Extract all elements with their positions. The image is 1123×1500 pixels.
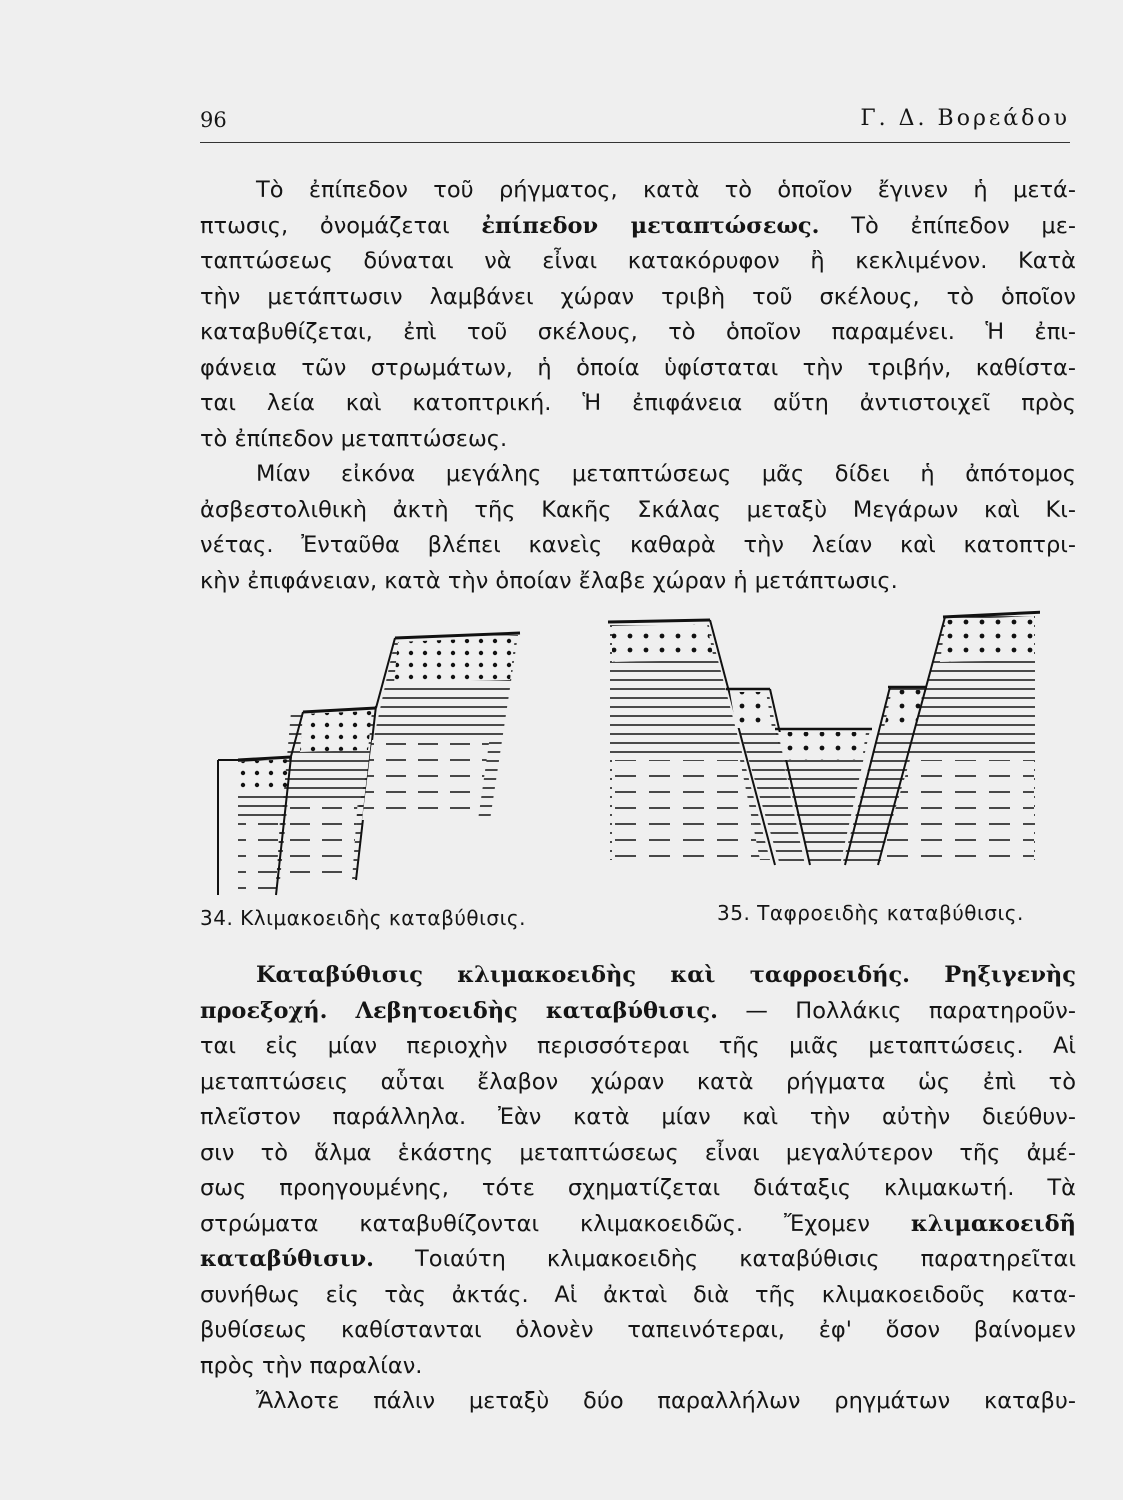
text-run: στρώματα καταβυθίζονται κλιμακοειδῶς. Ἔχομεν [200,1210,911,1237]
text-run: Μίαν εἰκόνα μεγάλης μεταπτώσεως μᾶς δίδει ἡ ἀπότομος [256,461,1076,487]
text-run: βυθίσεως καθίστανται ὁλονὲν ταπεινότεραι, ἐφ' ὅσον βαίνομεν [200,1317,1076,1343]
text-line [200,528,1076,564]
text-run: τὴν μετάπτωσιν λαμβάνει χώραν τριβὴ τοῦ σκέλους, τὸ ὁποῖον [200,283,1076,310]
text-run: φάνεια τῶν στρωμάτων, ἡ ὁποία ὑφίσταται τὴν τριβήν, καθίστα- [200,354,1076,381]
text-run: νέτας. Ἐνταῦθα βλέπει κανεὶς καθαρὰ τὴν λείαν καὶ κατοπτρι- [200,532,1076,558]
text-line [200,1207,1076,1243]
text-run: πρὸς τὴν παραλίαν. [200,1352,423,1379]
bold-term: κλιμακοειδῆ [910,1210,1076,1237]
text-line [200,422,1076,458]
page-header [200,102,1070,143]
text-line [200,1313,1076,1349]
text-run: Τοιαύτη κλιμακοειδὴς καταβύθισις παρατηρεῖται [374,1246,1076,1272]
paragraph-kaki-skala [200,457,1076,599]
text-line [200,457,1076,493]
text-line [200,958,1076,994]
bold-term: ἐπίπεδον μεταπτώσεως. [481,212,820,239]
text-run: ταπτώσεως δύναται νὰ εἶναι κατακόρυφον ἢ κεκλιμένον. Κατὰ [200,248,1076,274]
text-run: καταβυθίζεται, ἐπὶ τοῦ σκέλους, τὸ ὁποῖον παραμένει. Ἡ ἐπι- [200,319,1076,345]
text-run: πλεῖστον παράλληλα. Ἐὰν κατὰ μίαν καὶ τὴν αὐτὴν διεύθυν- [200,1104,1076,1130]
text-run: Ἄλλοτε πάλιν μεταξὺ δύο παραλλήλων ρηγμάτων καταβυ- [256,1388,1076,1414]
bold-term: Καταβύθισις κλιμακοειδὴς καὶ ταφροειδής. Ρηξιγενὴς [256,962,1076,988]
bold-term: προεξοχή. Λεβητοειδὴς καταβύθισις. [200,997,718,1024]
text-line [200,1171,1076,1207]
paragraph-step-and-graben [200,958,1076,1384]
text-line [200,1384,1076,1420]
text-run: ται λεία καὶ κατοπτρική. Ἡ ἐπιφάνεια αὕτη ἀντιστοιχεῖ πρὸς [200,390,1076,416]
text-run: σως προηγουμένης, τότε σχηματίζεται διάταξις κλιμακωτή. Τὰ [200,1175,1076,1201]
text-line [200,1242,1076,1278]
figure-step-faults [200,625,540,905]
text-run: μεταπτώσεις αὗται ἔλαβον χώραν κατὰ ρήγματα ὡς ἐπὶ τὸ [200,1068,1076,1095]
text-line [200,1100,1076,1136]
text-line [200,209,1076,245]
text-line [200,1029,1076,1065]
text-run: Τὸ ἐπίπεδον με- [819,212,1077,239]
text-run: ἀσβεστολιθικὴ ἀκτὴ τῆς Κακῆς Σκάλας μεταξὺ Μεγάρων καὶ Κι- [200,496,1076,523]
text-run: συνήθως εἰς τὰς ἀκτάς. Αἱ ἀκταὶ διὰ τῆς κλιμακοειδοῦς κατα- [200,1281,1076,1308]
running-head: Γ. Δ. Βορεάδου [860,106,1070,131]
text-line [200,1349,1076,1385]
text-line [200,564,1076,600]
text-run: σιν τὸ ἅλμα ἑκάστης μεταπτώσεως εἶναι μεγαλύτερον τῆς ἀμέ- [200,1139,1076,1166]
text-line [200,1065,1076,1101]
page-number: 96 [200,108,227,132]
text-run: κὴν ἐπιφάνειαν, κατὰ τὴν ὁποίαν ἔλαβε χώραν ἡ μετάπτωσις. [200,567,898,594]
text-line [200,1136,1076,1172]
text-run: ται εἰς μίαν περιοχὴν περισσότεραι τῆς μιᾶς μεταπτώσεις. Αἱ [200,1033,1076,1059]
text-line [200,280,1076,316]
paragraph-continuation [200,1384,1076,1420]
text-line [200,386,1076,422]
text-line [200,244,1076,280]
figure-graben [600,605,1040,885]
figure-34-caption: 34. Κλιμακοειδὴς καταβύθισις. [200,906,526,930]
text-line [200,315,1076,351]
text-run: πτωσις, ὀνομάζεται [200,212,482,239]
text-line [200,173,1076,209]
text-line [200,351,1076,387]
text-run: Τὸ ἐπίπεδον τοῦ ρήγματος, κατὰ τὸ ὁποῖον ἔγινεν ἡ μετά- [256,177,1076,203]
text-run: — Πολλάκις παρατηροῦν- [717,997,1076,1024]
text-line [200,994,1076,1030]
text-line [200,493,1076,529]
paragraph-fault-plane [200,173,1076,457]
figure-35-caption: 35. Ταφροειδὴς καταβύθισις. [717,901,1024,925]
text-line [200,1278,1076,1314]
text-run: τὸ ἐπίπεδον μεταπτώσεως. [200,425,508,452]
bold-term: καταβύθισιν. [200,1246,375,1272]
